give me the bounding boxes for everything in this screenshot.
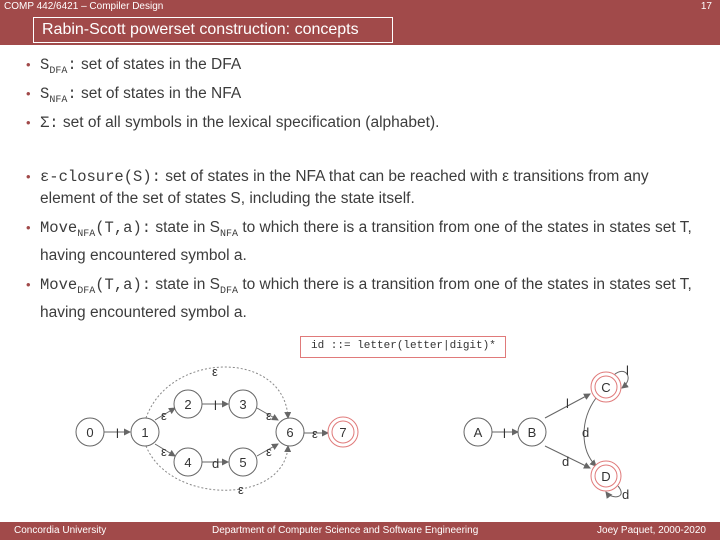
subscript: NFA — [219, 229, 238, 241]
bullet-snfa — [26, 83, 706, 112]
edge-label: l — [214, 398, 217, 413]
bullet-text: set of all symbols in the lexical specification (alphabet). — [62, 114, 440, 132]
bullet-dot: • — [26, 169, 31, 185]
slide-content — [26, 54, 706, 323]
edge-label: d — [622, 487, 630, 502]
bullet-dot: • — [26, 86, 31, 102]
bullet-dot: • — [26, 277, 31, 293]
footer-author: Joey Paquet, 2000-2020 — [597, 525, 706, 536]
state-label: A — [473, 425, 483, 440]
bullet-sigma — [26, 112, 706, 134]
edge-label: ε — [312, 426, 318, 441]
edge-label: ε — [238, 482, 244, 497]
state-label: 2 — [184, 397, 192, 412]
edge-label: l — [503, 426, 506, 441]
edge-label: d — [582, 425, 590, 440]
edge-label: ε — [266, 408, 272, 423]
bullet-dot: • — [26, 115, 31, 131]
bullet-text: state in S — [155, 276, 220, 294]
nfa-state-3 — [229, 390, 257, 418]
code: Move — [40, 219, 78, 238]
nfa-state-1 — [131, 418, 159, 446]
nfa-state-0 — [76, 418, 104, 446]
bullet-move-dfa — [26, 274, 706, 323]
subscript: DFA — [219, 286, 238, 298]
code: (T,a): — [95, 219, 152, 238]
nfa-state-4 — [174, 448, 202, 476]
state-label: 5 — [239, 455, 247, 470]
bullet-dot: • — [26, 57, 31, 72]
colon: : — [67, 85, 77, 104]
dfa-state-B — [518, 418, 546, 446]
bullet-text: set of states in the NFA that can be reached with ε transitions from any element of the set of states S, including the state itself. — [40, 168, 649, 208]
state-label: 3 — [239, 397, 247, 412]
state-label: 0 — [86, 425, 94, 440]
footer-university: Concordia University — [14, 525, 107, 536]
subscript: NFA — [77, 229, 96, 241]
state-label: 6 — [286, 425, 294, 440]
bullet-sdfa — [26, 54, 706, 83]
state-label: 4 — [184, 455, 192, 470]
bullet-dot: • — [26, 220, 31, 236]
code: ε-closure(S): — [40, 168, 161, 187]
edge-label: ε — [161, 444, 167, 459]
page-number: 17 — [700, 1, 712, 12]
bullet-text: to which there is a transition from one of the states in states set T, having encountered symbol a. — [40, 276, 692, 322]
code: Move — [40, 276, 78, 295]
course-name: COMP 442/6421 – Compiler Design — [4, 1, 164, 12]
edge-label: ε — [266, 444, 272, 459]
edge-label: l — [566, 396, 569, 411]
subscript: DFA — [77, 286, 96, 298]
nfa-state-6 — [276, 418, 304, 446]
edge-label: ε — [212, 364, 218, 379]
dfa-state-C — [591, 372, 621, 402]
edge-label: l — [116, 426, 119, 441]
bullet-text: set of states in the NFA — [80, 85, 242, 103]
symbol: S — [40, 56, 50, 74]
state-label: 7 — [339, 425, 347, 440]
code: (T,a): — [95, 276, 152, 295]
subscript: DFA — [49, 66, 68, 78]
nfa-state-5 — [229, 448, 257, 476]
state-label: 1 — [141, 425, 149, 440]
state-label: C — [601, 380, 611, 395]
edge-label: ε — [161, 408, 167, 423]
state-label: B — [527, 425, 537, 440]
automata-diagram — [0, 360, 720, 520]
colon: : — [67, 56, 77, 74]
grammar-box: id ::= letter(letter|digit)* — [300, 336, 506, 358]
dfa-state-A — [464, 418, 492, 446]
title-box — [33, 17, 393, 43]
bullet-text: state in S — [155, 219, 220, 237]
dfa-state-D — [591, 461, 621, 491]
footer-bar — [0, 522, 720, 540]
symbol: Σ: — [40, 114, 59, 133]
bullet-text: set of states in the DFA — [80, 56, 242, 73]
symbol: S — [40, 85, 50, 104]
edge-label: d — [212, 456, 220, 471]
page-title: Rabin-Scott powerset construction: concepts — [42, 21, 359, 38]
footer-department: Department of Computer Science and Software Engineering — [212, 525, 479, 536]
nfa-state-7 — [328, 417, 358, 447]
bullet-text: to which there is a transition from one of the states in states set T, having encountered symbol a. — [40, 219, 692, 265]
edge-label: l — [626, 363, 629, 378]
bullet-epsilon-closure — [26, 166, 706, 209]
edge-label: d — [562, 454, 570, 469]
subscript: NFA — [49, 95, 68, 107]
bullet-move-nfa — [26, 217, 706, 266]
header-bar — [0, 0, 720, 45]
state-label: D — [601, 469, 611, 484]
nfa-state-2 — [174, 390, 202, 418]
